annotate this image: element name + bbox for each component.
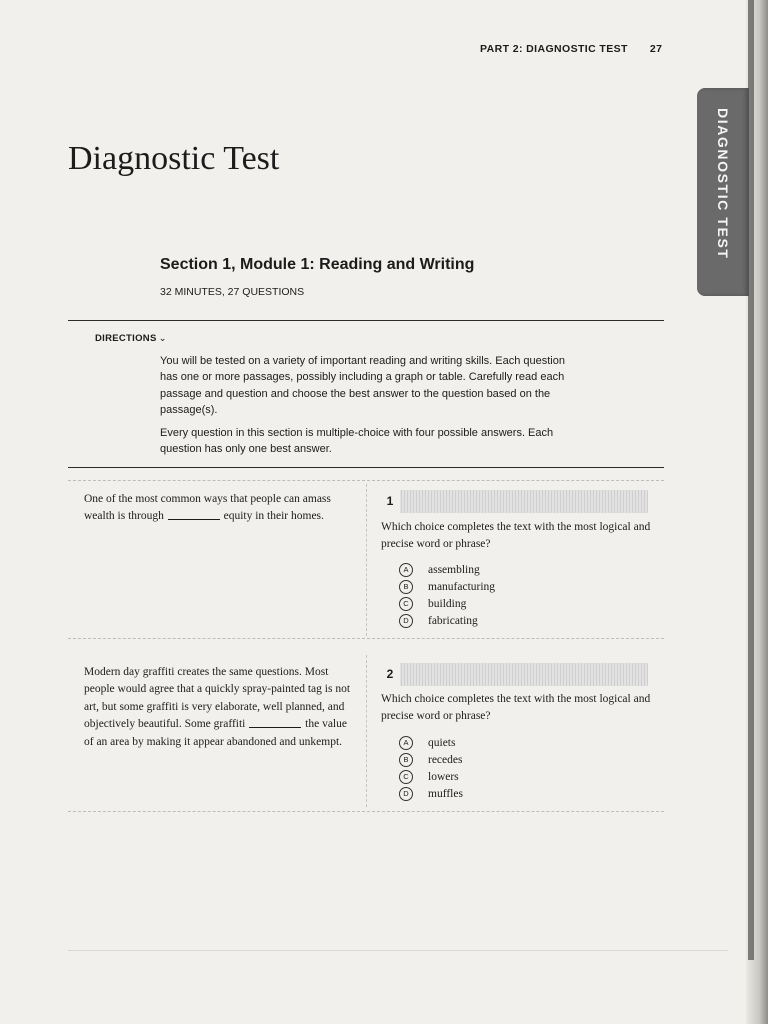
page-number: 27 xyxy=(649,43,663,55)
running-head xyxy=(480,43,662,55)
section-subtitle: 32 MINUTES, 27 QUESTIONS xyxy=(160,286,305,298)
question-1-stem: Which choice completes the text with the most logical and precise word or phrase? xyxy=(381,521,651,551)
choice-bubble[interactable]: B xyxy=(399,580,413,594)
choice-d[interactable] xyxy=(399,786,463,803)
question-separator xyxy=(68,638,664,639)
column-divider xyxy=(366,484,367,636)
choice-a[interactable] xyxy=(399,561,495,578)
choice-bubble[interactable]: A xyxy=(399,736,413,750)
directions-toggle[interactable] xyxy=(95,333,167,344)
passage-text-before: One of the most common ways that people can amass wealth is through xyxy=(84,493,331,523)
directions-paragraph-1: You will be tested on a variety of important reading and writing skills. Each question has one or more passages, possibly including a graph or table. Carefully read each passage and question and choose the best answer to the question based on the passage(s). xyxy=(160,355,565,416)
question-1-passage xyxy=(84,491,354,526)
page-title: Diagnostic Test xyxy=(68,140,280,177)
choice-c[interactable] xyxy=(399,768,463,785)
choice-b[interactable] xyxy=(399,578,495,595)
question-1-choices xyxy=(399,561,495,630)
choice-text: recedes xyxy=(428,753,463,766)
choice-text: lowers xyxy=(428,770,459,783)
choice-text: quiets xyxy=(428,736,456,749)
question-separator xyxy=(68,480,664,481)
choice-bubble[interactable]: C xyxy=(399,597,413,611)
running-head-label: PART 2: DIAGNOSTIC TEST xyxy=(480,43,628,55)
side-tab-label: DIAGNOSTIC TEST xyxy=(715,108,731,260)
choice-a[interactable] xyxy=(399,734,463,751)
choice-bubble[interactable]: D xyxy=(399,614,413,628)
question-1-header xyxy=(380,490,648,513)
question-2-passage xyxy=(84,664,354,751)
chevron-down-icon: ⌄ xyxy=(158,333,167,344)
choice-bubble[interactable]: B xyxy=(399,753,413,767)
choice-bubble[interactable]: C xyxy=(399,770,413,784)
question-2-header xyxy=(380,663,648,686)
divider-bottom xyxy=(68,467,664,468)
choice-bubble[interactable]: A xyxy=(399,563,413,577)
choice-text: manufacturing xyxy=(428,580,496,593)
passage-text-after: the value of an area by making it appear abandoned and unkempt. xyxy=(84,718,347,748)
choice-text: fabricating xyxy=(428,615,478,628)
answer-blank xyxy=(168,519,220,520)
choice-bubble[interactable]: D xyxy=(399,787,413,801)
section-title: Section 1, Module 1: Reading and Writing xyxy=(160,256,475,273)
question-2-stem: Which choice completes the text with the most logical and precise word or phrase? xyxy=(381,693,651,723)
choice-d[interactable] xyxy=(399,613,495,630)
choice-text: muffles xyxy=(428,788,463,801)
question-number: 1 xyxy=(380,490,400,513)
choice-b[interactable] xyxy=(399,751,463,768)
passage-text-after: equity in their homes. xyxy=(223,510,324,523)
choice-text: assembling xyxy=(428,563,480,576)
divider-top xyxy=(68,320,664,321)
question-number: 2 xyxy=(380,663,400,686)
choice-text: building xyxy=(428,597,467,610)
question-2-choices xyxy=(399,734,463,803)
passage-text-before: Modern day graffiti creates the same questions. Most people would agree that a quickly spray-painted tag is not art, but some graffiti is very elaborate, well planned, and objectively beautiful. Some graffiti xyxy=(84,666,351,731)
page-bottom-rule xyxy=(68,950,728,951)
question-separator xyxy=(68,811,664,812)
column-divider xyxy=(366,655,367,807)
answer-blank xyxy=(249,727,301,728)
choice-c[interactable] xyxy=(399,595,495,612)
directions-label: DIRECTIONS xyxy=(95,333,157,344)
directions-paragraph-2: Every question in this section is multiple-choice with four possible answers. Each question has only one best answer. xyxy=(160,427,554,456)
side-tab xyxy=(697,88,749,296)
